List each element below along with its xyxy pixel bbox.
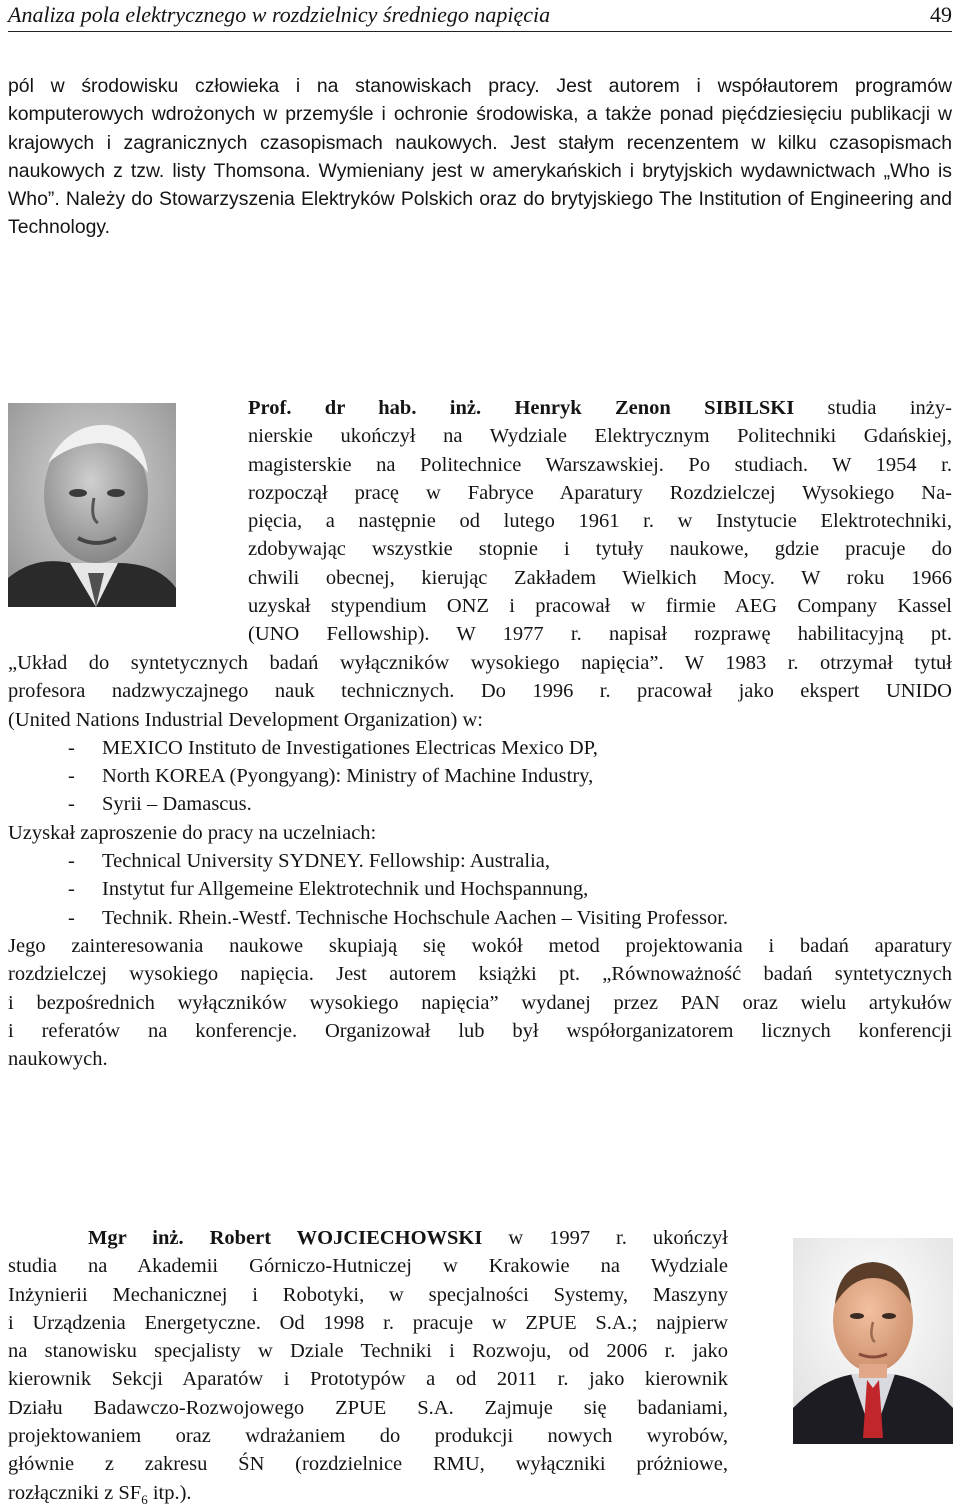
sibilski-bio-line: (United Nations Industrial Development Organization) w: <box>8 708 483 731</box>
list-item: - North KOREA (Pyongyang): Ministry of Machine Industry, <box>68 765 594 788</box>
wojciechowski-bio-line: głównie z zakresu ŚN (rozdzielnice RMU, wyłączniki próżniowe, <box>8 1453 728 1476</box>
sibilski-bio-line: nierskie ukończył na Wydziale Elektrycznym Politechniki Gdańskiej, <box>248 425 952 448</box>
wojciechowski-bio-line: projektowaniem oraz wdrażaniem do produkcji nowych wyrobów, <box>8 1425 728 1448</box>
sibilski-bio-line: chwili obecnej, kierując Zakładem Wielkich Mocy. W roku 1966 <box>248 566 952 589</box>
sibilski-bio-line: rozdzielczej wysokiego napięcia. Jest autorem książki pt. „Równoważność badań syntetycznych <box>8 963 952 986</box>
wojciechowski-bio-line: i Urządzenia Energetyczne. Od 1998 r. pracuje w ZPUE S.A.; najpierw <box>8 1311 728 1334</box>
sibilski-bio <box>248 394 952 649</box>
sibilski-bio-line: i bezpośrednich wyłączników wysokiego napięcia” wydanej przez PAN oraz wielu artykułów <box>8 991 952 1014</box>
list-item: - Syrii – Damascus. <box>68 793 252 816</box>
sibilski-bio-line: Uzyskał zaproszenie do pracy na uczelniach: <box>8 821 377 844</box>
sibilski-bio-line: naukowych. <box>8 1048 108 1071</box>
sibilski-bio-line: Prof. dr hab. inż. Henryk Zenon SIBILSKI studia inży- <box>248 397 952 419</box>
wojciechowski-bio-line: kierownik Sekcji Aparatów i Prototypów a od 2011 r. jako kierownik <box>8 1368 728 1391</box>
list-item: - Instytut fur Allgemeine Elektrotechnik und Hochspannung, <box>68 878 589 901</box>
wojciechowski-bio-line: Mgr inż. Robert WOJCIECHOWSKI w 1997 r. ukończył <box>88 1227 728 1249</box>
running-header-title: Analiza pola elektrycznego w rozdzielnicy średniego napięcia <box>8 2 551 27</box>
sibilski-bio-line: uzyskał stypendium ONZ i pracował w firmie AEG Company Kassel <box>248 595 952 618</box>
wojciechowski-name: Mgr inż. Robert WOJCIECHOWSKI <box>88 1227 483 1249</box>
sibilski-bio-line: magisterskie na Politechnice Warszawskiej. Po studiach. W 1954 r. <box>248 453 952 476</box>
intro-paragraph: pól w środowisku człowieka i na stanowiskach pracy. Jest autorem i współautorem programów komputerowych wdrożonych w przemyśle i ochronie środowiska, a także ponad pięćdziesięciu publikacji w krajowych i zagranicznych czasopismach naukowych. Jest stałym recenzentem w kilku czasopismach naukowych z tzw. listy Thomsona. Wymieniany jest w amerykańskich i brytyjskich wydawnictwach „Who is Who”. Należy do Stowarzyszenia Elektryków Polskich oraz do brytyjskiego The Institution of Engineering and Technology. <box>8 75 952 239</box>
wojciechowski-bio <box>8 1224 728 1509</box>
sibilski-bio-line: „Układ do syntetycznych badań wyłączników wysokiego napięcia”. W 1983 r. otrzymał tytuł <box>8 652 952 674</box>
sibilski-bio-line: Jego zainteresowania naukowe skupiają się wokół metod projektowania i badań aparatury <box>8 934 952 957</box>
wojciechowski-bio-line: Inżynierii Mechanicznej i Robotyki, w specjalności Systemy, Maszyny <box>8 1283 728 1306</box>
portrait-photo-wojciechowski <box>793 1238 953 1444</box>
page-number: 49 <box>930 2 952 27</box>
wojciechowski-bio-line: na stanowisku specjalisty w Dziale Techniki i Rozwoju, od 2006 r. jako <box>8 1340 728 1363</box>
list-item: - MEXICO Instituto de Investigationes Electricas Mexico DP, <box>68 736 598 759</box>
wojciechowski-bio-line: Działu Badawczo-Rozwojowego ZPUE S.A. Zajmuje się badaniami, <box>8 1396 728 1419</box>
portrait-photo-sibilski <box>8 403 176 607</box>
sibilski-bio-line: (UNO Fellowship). W 1977 r. napisał rozprawę habilitacyjną pt. <box>248 623 952 646</box>
header-rule <box>8 31 952 32</box>
sibilski-bio-line: pięcia, a następnie od lutego 1961 r. w Instytucie Elektrotechniki, <box>248 510 952 533</box>
sibilski-bio-continued <box>8 649 952 1073</box>
wojciechowski-bio-line: studia na Akademii Górniczo-Hutniczej w Krakowie na Wydziale <box>8 1255 728 1278</box>
sibilski-bio-line: profesora nadzwyczajnego nauk technicznych. Do 1996 r. pracował jako ekspert UNIDO <box>8 680 952 703</box>
list-item: - Technik. Rhein.-Westf. Technische Hochschule Aachen – Visiting Professor. <box>68 906 729 929</box>
sibilski-bio-line: rozpoczął pracę w Fabryce Aparatury Rozdzielczej Wysokiego Na- <box>248 481 952 504</box>
list-item: - Technical University SYDNEY. Fellowship: Australia, <box>68 850 550 873</box>
wojciechowski-bio-line: rozłączniki z $SF_6$ itp.). <box>8 1481 192 1507</box>
sibilski-name: Prof. dr hab. inż. Henryk Zenon SIBILSKI <box>248 397 795 419</box>
sibilski-bio-line: i referatów na konferencje. Organizował lub był współorganizatorem licznych konferencji <box>8 1019 952 1042</box>
sibilski-bio-line: zdobywając wszystkie stopnie i tytuły naukowe, gdzie pracuje do <box>248 538 952 561</box>
